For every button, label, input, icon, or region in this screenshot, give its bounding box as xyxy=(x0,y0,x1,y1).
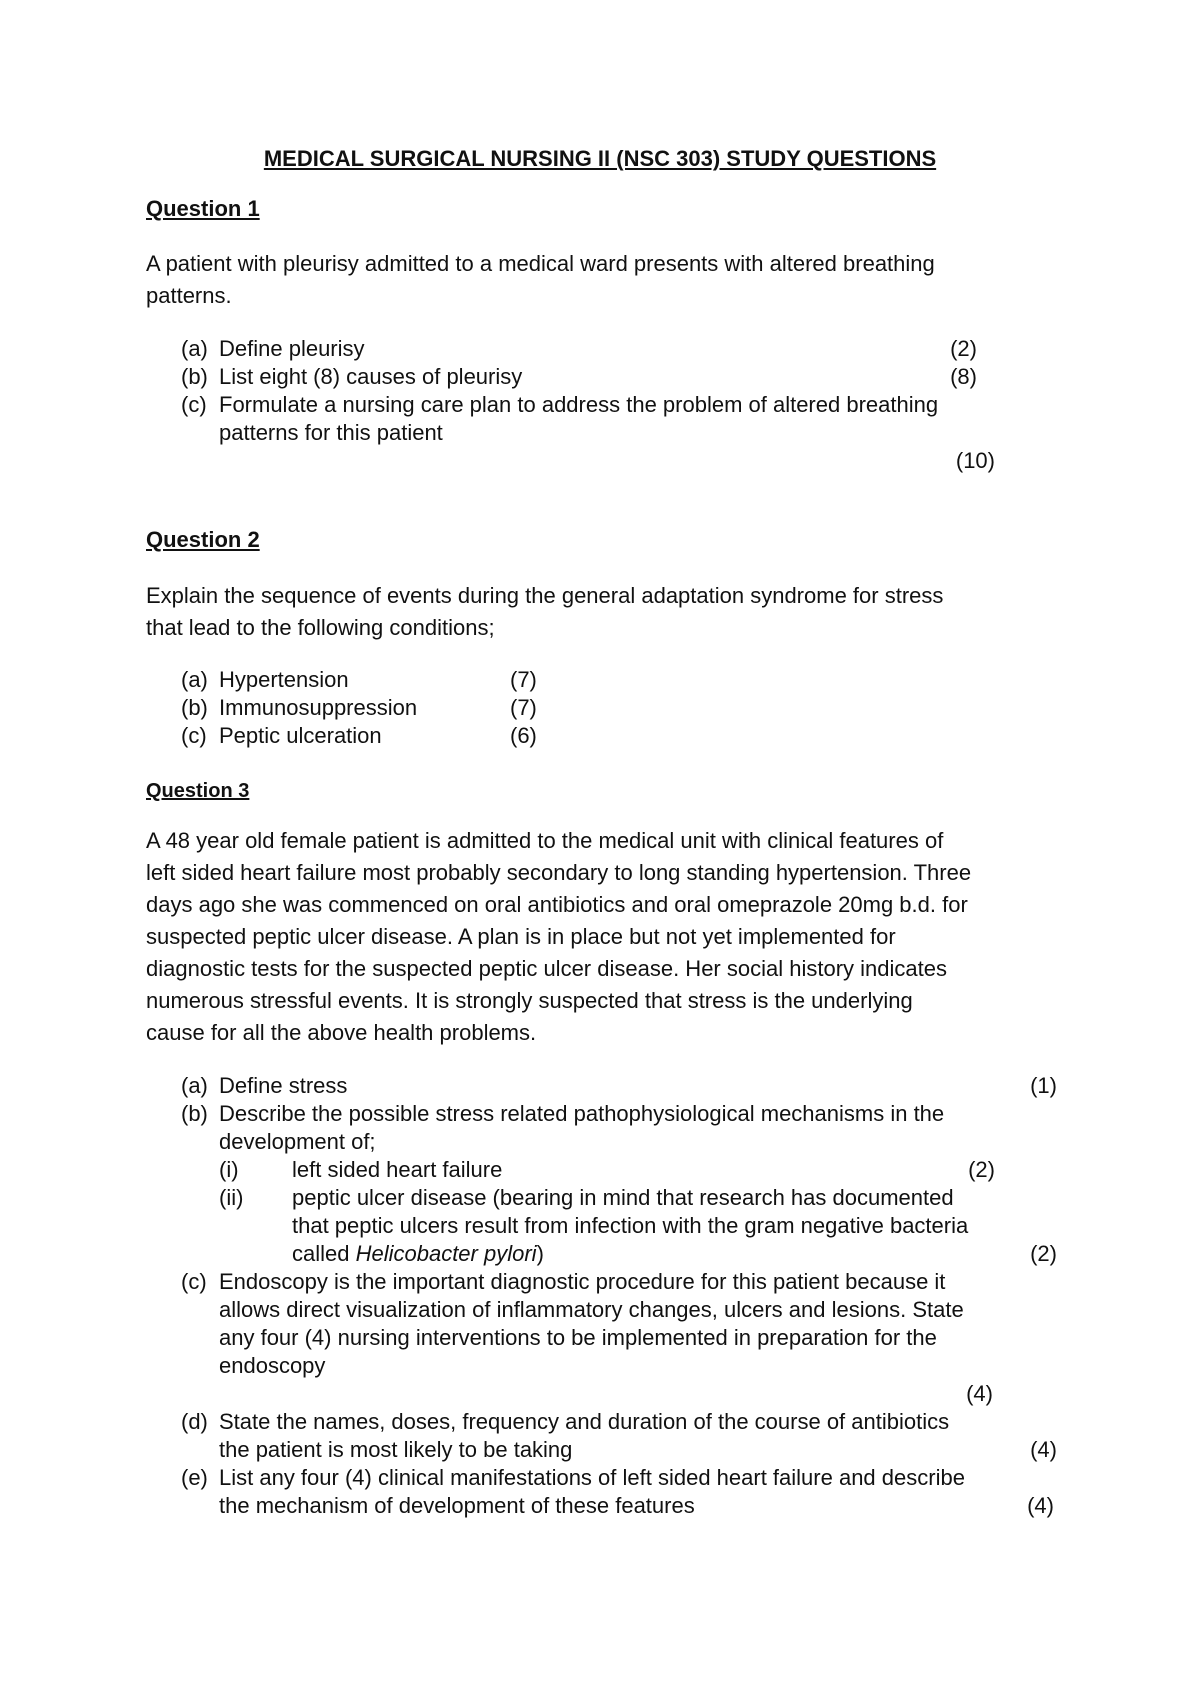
q3-item-b-sub-i-label: (i) xyxy=(219,1157,239,1182)
q3-item-a-marks: (1) xyxy=(1030,1073,1057,1098)
q3-item-e-label: (e) xyxy=(181,1465,208,1490)
q3-item-b-sub-i-text: left sided heart failure xyxy=(292,1157,503,1182)
q3-item-e-line-2: the mechanism of development of these features xyxy=(219,1493,695,1518)
question-3-stem-line-6: numerous stressful events. It is strongly suspected that stress is the underlying xyxy=(146,988,913,1013)
q3-item-a-label: (a) xyxy=(181,1073,208,1098)
q2-item-c-marks: (6) xyxy=(510,723,537,748)
document-title: MEDICAL SURGICAL NURSING II (NSC 303) STUDY QUESTIONS xyxy=(263,146,937,171)
q1-item-c-line-1: Formulate a nursing care plan to address the problem of altered breathing xyxy=(219,392,939,417)
q3-item-d-line-1: State the names, doses, frequency and duration of the course of antibiotics xyxy=(219,1409,950,1434)
q1-item-c-label: (c) xyxy=(181,392,207,417)
q3-item-d-label: (d) xyxy=(181,1409,208,1434)
question-1-stem-line-2: patterns. xyxy=(146,283,232,308)
q3-item-c-marks: (4) xyxy=(966,1381,993,1406)
question-3-stem-line-3: days ago she was commenced on oral antibiotics and oral omeprazole 20mg b.d. for xyxy=(146,892,968,917)
q2-item-b-marks: (7) xyxy=(510,695,537,720)
q3-item-b-sub-ii-line-3-suffix: ) xyxy=(536,1241,544,1266)
q1-item-b-label: (b) xyxy=(181,364,208,389)
q3-item-c-line-2: allows direct visualization of inflammatory changes, ulcers and lesions. State xyxy=(219,1297,964,1322)
question-3-stem-line-1: A 48 year old female patient is admitted to the medical unit with clinical features of xyxy=(146,828,944,853)
q1-item-a-marks: (2) xyxy=(950,336,977,361)
q3-item-a-text: Define stress xyxy=(219,1073,348,1098)
q2-item-c-text: Peptic ulceration xyxy=(219,723,382,748)
question-1-heading: Question 1 xyxy=(146,196,260,221)
question-2-stem-line-2: that lead to the following conditions; xyxy=(146,615,495,640)
q3-item-d-marks: (4) xyxy=(1030,1437,1057,1462)
q3-item-b-line-2: development of; xyxy=(219,1129,376,1154)
q3-item-c-line-3: any four (4) nursing interventions to be implemented in preparation for the xyxy=(219,1325,937,1350)
q3-item-c-label: (c) xyxy=(181,1269,207,1294)
question-3-stem-line-4: suspected peptic ulcer disease. A plan is in place but not yet implemented for xyxy=(146,924,896,949)
q2-item-a-label: (a) xyxy=(181,667,208,692)
q2-item-b-label: (b) xyxy=(181,695,208,720)
q3-item-b-sub-ii-line-3-prefix: called xyxy=(292,1241,356,1266)
q1-item-b-marks: (8) xyxy=(950,364,977,389)
q2-item-c-label: (c) xyxy=(181,723,207,748)
q3-item-c-line-4: endoscopy xyxy=(219,1353,326,1378)
q2-item-a-text: Hypertension xyxy=(219,667,349,692)
q1-item-a-label: (a) xyxy=(181,336,208,361)
q3-item-b-sub-ii-line-2: that peptic ulcers result from infection with the gram negative bacteria xyxy=(292,1213,969,1238)
q3-item-b-sub-ii-label: (ii) xyxy=(219,1185,244,1210)
q2-item-b-text: Immunosuppression xyxy=(219,695,418,720)
question-3-stem-line-5: diagnostic tests for the suspected peptic ulcer disease. Her social history indicates xyxy=(146,956,947,981)
q3-item-b-label: (b) xyxy=(181,1101,208,1126)
question-2-stem-line-1: Explain the sequence of events during the general adaptation syndrome for stress xyxy=(146,583,944,608)
question-2-heading: Question 2 xyxy=(146,527,260,552)
q3-item-b-sub-i-marks: (2) xyxy=(968,1157,995,1182)
q3-item-b-sub-ii-line-1: peptic ulcer disease (bearing in mind that research has documented xyxy=(292,1185,954,1210)
q3-item-b-sub-ii-marks: (2) xyxy=(1030,1241,1057,1266)
q2-item-a-marks: (7) xyxy=(510,667,537,692)
question-3-heading: Question 3 xyxy=(146,780,250,802)
q3-item-d-line-2: the patient is most likely to be taking xyxy=(219,1437,573,1462)
q1-item-b-text: List eight (8) causes of pleurisy xyxy=(219,364,523,389)
q1-item-a-text: Define pleurisy xyxy=(219,336,365,361)
bacteria-name-italic: Helicobacter pylori xyxy=(355,1241,537,1266)
question-3-stem-line-2: left sided heart failure most probably secondary to long standing hypertension. Three xyxy=(146,860,972,885)
question-1-stem-line-1: A patient with pleurisy admitted to a medical ward presents with altered breathing xyxy=(146,251,935,276)
q3-item-c-line-1: Endoscopy is the important diagnostic procedure for this patient because it xyxy=(219,1269,946,1294)
q1-item-c-line-2: patterns for this patient xyxy=(219,420,443,445)
q3-item-e-marks: (4) xyxy=(1027,1493,1054,1518)
question-3-stem-line-7: cause for all the above health problems. xyxy=(146,1020,537,1045)
q3-item-b-sub-ii-line-3 xyxy=(292,1240,544,1268)
q1-item-c-marks: (10) xyxy=(955,448,995,473)
q3-item-e-line-1: List any four (4) clinical manifestations of left sided heart failure and describe xyxy=(219,1465,965,1490)
q3-item-b-line-1: Describe the possible stress related pathophysiological mechanisms in the xyxy=(219,1101,945,1126)
